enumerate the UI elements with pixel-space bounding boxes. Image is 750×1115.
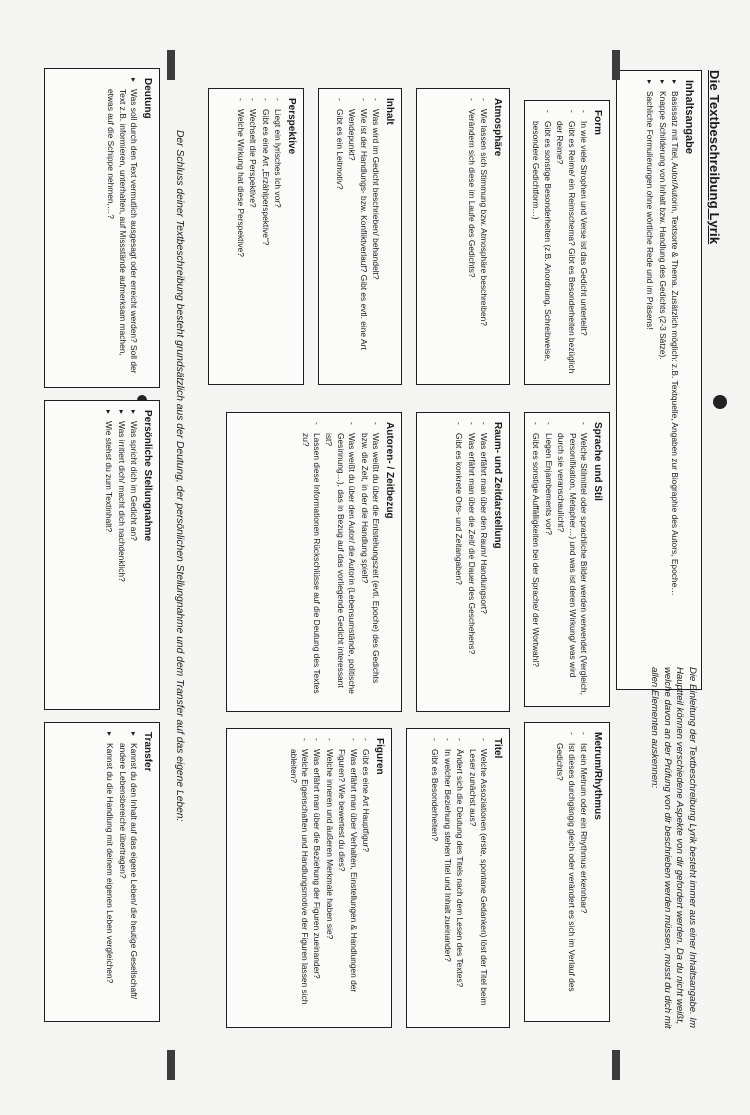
box-persoenliche-stellungnahme bbox=[44, 400, 160, 710]
fold-mark bbox=[612, 1050, 620, 1080]
box-perspektive bbox=[208, 88, 304, 385]
page-title: Die Textbeschreibung Lyrik bbox=[707, 70, 722, 245]
box-form bbox=[524, 100, 610, 385]
box-deutung bbox=[44, 68, 160, 388]
list-item: - Gibt es Besonderheiten? bbox=[429, 738, 440, 1018]
list-item: - Welche Eigenschaften und Handlungsmotive der Figuren lassen sich ableiten? bbox=[287, 738, 310, 1018]
list-item: - Gibt es eine Art „Erzählperspektive“? bbox=[259, 98, 270, 375]
box-title: Titel bbox=[492, 738, 503, 759]
fold-mark bbox=[167, 50, 175, 80]
list-item: - Wechselt die Perspektive? bbox=[247, 98, 258, 375]
list-item: - In welcher Beziehung stehen Titel und Inhalt zueinander? bbox=[441, 738, 452, 1018]
box-title: Metrum/Rhythmus bbox=[592, 732, 603, 820]
intro-heading: Inhaltsangabe bbox=[683, 80, 695, 154]
list-item: - Was weißt du über den Autor/ die Autorin (Lebensumstände, politische Gesinnung…), das in Bezug auf das vorliegende Gedicht interessant ist? bbox=[323, 422, 357, 702]
conclusion-text: Der Schluss deiner Textbeschreibung besteht grundsätzlich aus der Deutung, der persönlichen Stellungnahme und dem Transfer auf das eigene Leben: bbox=[174, 130, 185, 822]
box-title: Inhalt bbox=[384, 98, 395, 125]
list-item: - Lassen diese Informationen Rückschlüsse auf die Deutung des Textes zu? bbox=[299, 422, 322, 702]
list-item: - Welche Stilmittel oder sprachliche Bilder werden verwendet (Vergleich, Personifikation, Metapher…) und was ist deren Wirkung/ was wird durch sie veranschaulicht? bbox=[555, 422, 589, 697]
list-item: - Ist ein Metrum oder ein Rhythmus erkennbar? bbox=[578, 732, 589, 1012]
list-item: - Gibt es Reime/ ein Reimschema? Gibt es Besonderheiten bezüglich der Reime? bbox=[554, 110, 577, 375]
list-item: - Was weißt du über die Entstehungszeit (evtl. Epoche) des Gedichts bzw. die Zeit, in der die Handlung spielt? bbox=[358, 422, 381, 702]
list-item: ▸ Wie stehst du zum Textinhalt? bbox=[103, 410, 114, 700]
list-item: - Gibt es ein Leitmotiv? bbox=[333, 98, 344, 375]
box-title: Perspektive bbox=[286, 98, 297, 155]
box-transfer bbox=[44, 722, 160, 1022]
list-item: - Ändert sich die Deutung des Titels nach dem Lesen des Textes? bbox=[454, 738, 465, 1018]
intro-item: ▸ Knappe Schilderung von Inhalt bzw. Handlung des Gedichts (2-3 Sätze). bbox=[656, 80, 667, 680]
list-item: - Liegen Enjambements vor? bbox=[542, 422, 553, 697]
intro-item: ▸ Basissatz mit Titel, Autor/Autorin, Textsorte & Thema. Zusätzlich möglich: z.B. Textquelle, Angaben zur Biographie des Autors, Epoche… bbox=[669, 80, 680, 680]
list-item: - Wie lassen sich Stimmung bzw. Atmosphäre beschreiben? bbox=[478, 98, 489, 375]
box-title: Figuren bbox=[374, 738, 385, 775]
box-inhalt bbox=[318, 88, 402, 385]
list-item: - Verändern sich diese im Laufe des Gedichts? bbox=[465, 98, 476, 375]
list-item: - In wie viele Strophen und Verse ist das Gedicht unterteilt? bbox=[578, 110, 589, 375]
list-item: - Welche Wirkung hat diese Perspektive? bbox=[234, 98, 245, 375]
list-item: - Wie ist der Handlungs- bzw. Konfliktverlauf? Gibt es evtl. eine Art Wendepunkt? bbox=[346, 98, 369, 375]
box-atmosphaere bbox=[416, 88, 510, 385]
list-item: ▸ Was spricht dich im Gedicht an? bbox=[128, 410, 139, 700]
box-sprache-und-stil bbox=[524, 412, 610, 707]
list-item: - Liegt ein lyrisches Ich vor? bbox=[272, 98, 283, 375]
list-item: ▸ Kannst du den Inhalt auf das eigene Leben/ die heutige Gesellschaft/ andere Lebensbereiche übertragen? bbox=[116, 732, 139, 1012]
box-title: Form bbox=[592, 110, 603, 135]
box-figuren bbox=[226, 728, 392, 1028]
box-title: Sprache und Stil bbox=[592, 422, 603, 501]
box-title: Transfer bbox=[142, 732, 153, 772]
list-item: - Gibt es sonstige Auffälligkeiten bei der Sprache/ der Wortwahl? bbox=[530, 422, 541, 697]
box-metrum-rhythmus bbox=[524, 722, 610, 1022]
list-item: - Was wird im Gedicht beschrieben/ behandelt? bbox=[370, 98, 381, 375]
list-item: ▸ Kannst du die Handlung mit deinem eigenen Leben vergleichen? bbox=[104, 732, 115, 1012]
list-item: - Was erfährt man über den Raum/ Handlungsort? bbox=[478, 422, 489, 702]
box-title: Persönliche Stellungnahme bbox=[142, 410, 153, 542]
box-raum-zeitdarstellung bbox=[416, 412, 510, 712]
box-title: Deutung bbox=[142, 78, 153, 119]
list-item: - Was erfährt man über die Beziehung der Figuren zueinander? bbox=[311, 738, 322, 1018]
list-item: - Ist dieses durchgängig gleich oder verändert es sich im Verlauf des Gedichts? bbox=[554, 732, 577, 1012]
box-titel bbox=[406, 728, 510, 1028]
fold-mark bbox=[167, 1050, 175, 1080]
list-item: - Gibt es sonstige Besonderheiten (z.B. Anordnung, Schreibweise, besondere Gedichtform…) bbox=[530, 110, 553, 375]
box-title: Autoren- / Zeitbezug bbox=[384, 422, 395, 519]
list-item: - Was erfährt man über die Zeit/ die Dauer des Geschehens? bbox=[465, 422, 476, 702]
intro-item: ▸ Sachliche Formulierungen ohne wörtliche Rede und im Präsens! bbox=[644, 80, 655, 680]
list-item: - Welche inneren und äußeren Merkmale haben sie? bbox=[323, 738, 334, 1018]
list-item: - Was erfährt man über Verhalten, Einstellungen & Handlungen der Figuren? Wie bewertest du dies? bbox=[336, 738, 359, 1018]
intro-box bbox=[616, 70, 702, 690]
box-autoren-zeitbezug bbox=[226, 412, 402, 712]
list-item: - Welche Assoziationen (erste, spontane Gedanken) löst der Titel beim Leser zunächst aus? bbox=[466, 738, 489, 1018]
list-item: ▸ Was soll durch den Text vermutlich ausgesagt oder erreicht werden? Soll der Text z.B. informieren, unterhalten, auf Missstände aufmerksam machen, etwas auf die Schippe nehmen,…? bbox=[105, 78, 139, 378]
fold-mark bbox=[612, 50, 620, 80]
box-title: Atmosphäre bbox=[492, 98, 503, 157]
box-title: Raum- und Zeitdarstellung bbox=[492, 422, 503, 549]
list-item: ▸ Was irritiert dich/ macht dich nachdenklich? bbox=[115, 410, 126, 700]
intro-note: Die Einleitung der Textbeschreibung Lyrik besteht immer aus einer Inhaltsangabe. Im Hauptteil können verschiedene Aspekte von dir gefordert werden. Da du nicht weißt, welche davon an der Prüfung von dir beschrieben werden müssen, musst du dich mit allen Elementen auskennen: bbox=[649, 667, 698, 1029]
list-item: - Gibt es konkrete Orts- und Zeitangaben? bbox=[453, 422, 464, 702]
list-item: - Gibt es eine Art Hauptfigur? bbox=[360, 738, 371, 1018]
